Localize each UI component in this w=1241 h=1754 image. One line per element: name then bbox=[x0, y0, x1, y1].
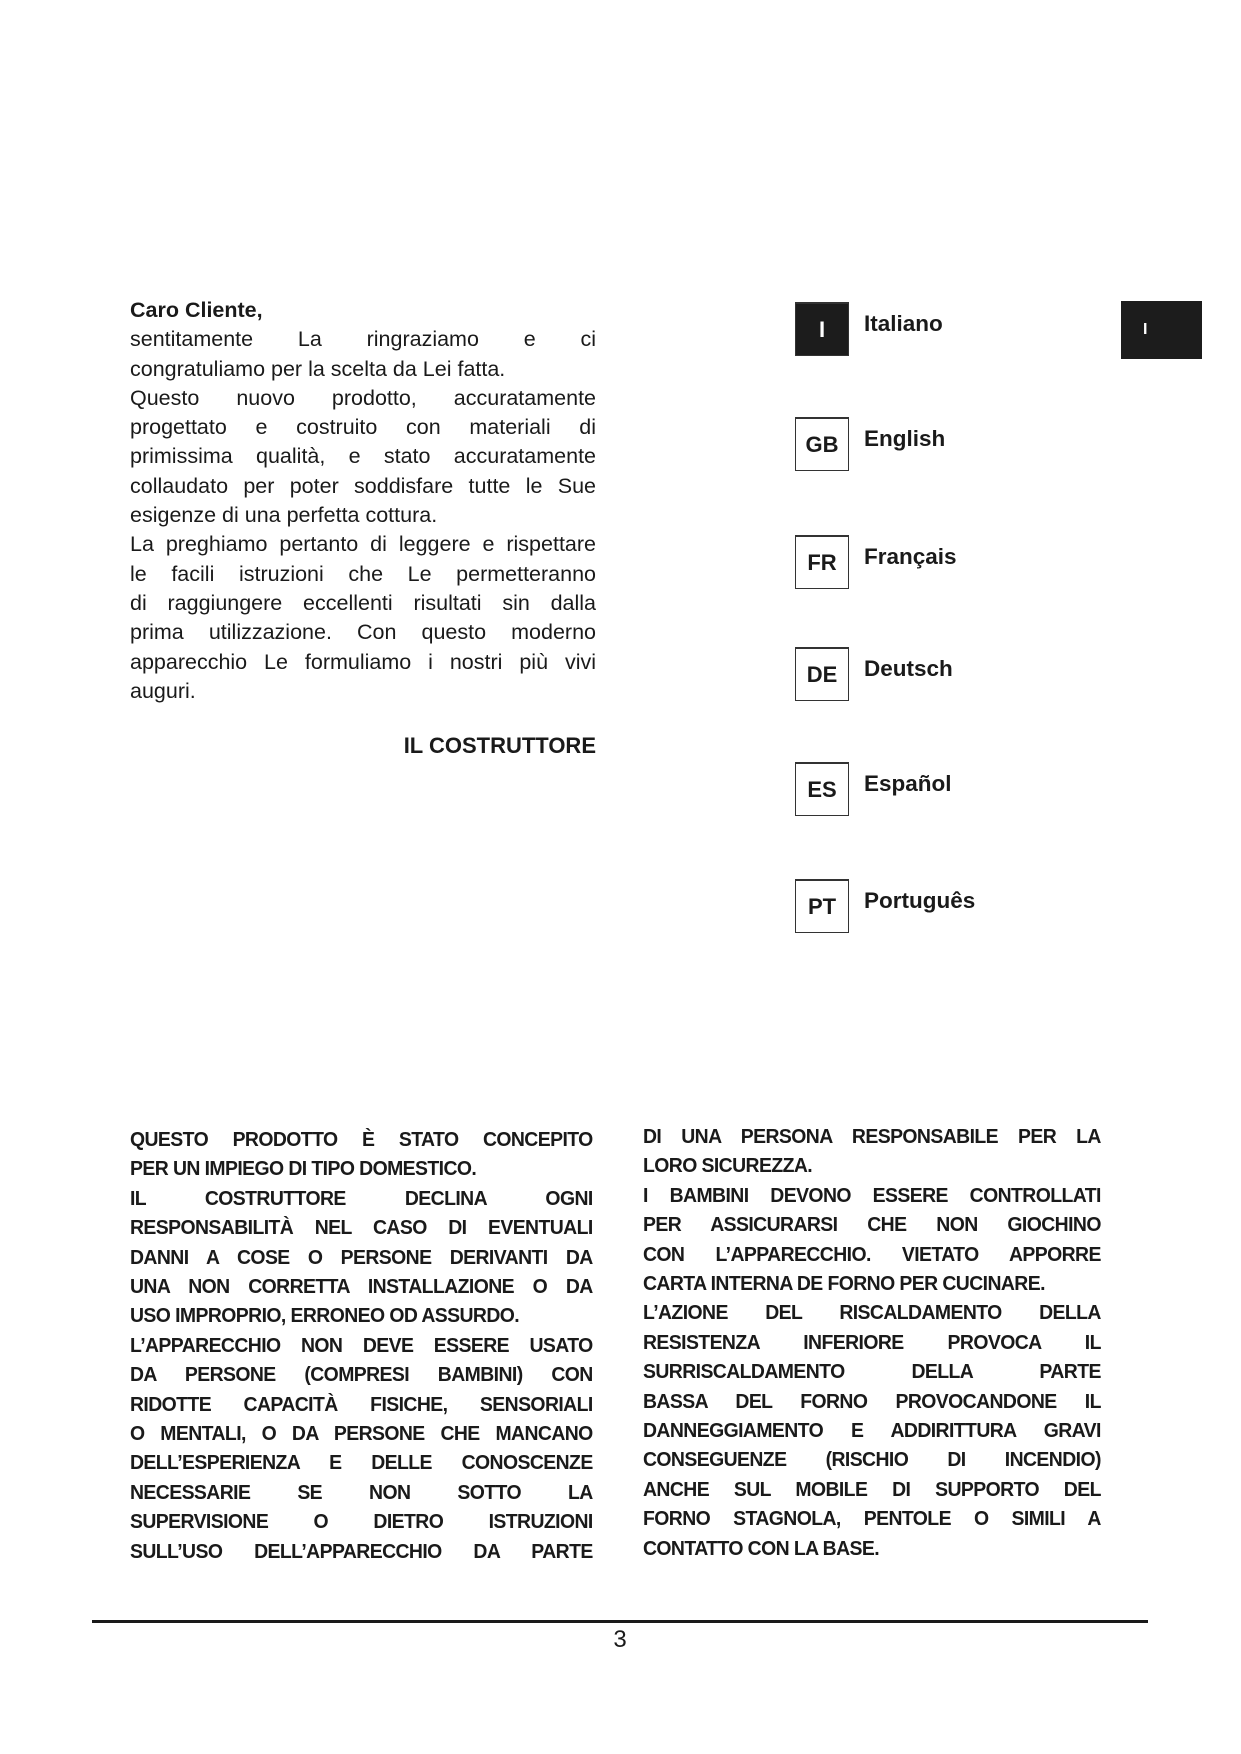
warning-col2-line: ANCHE SUL MOBILE DI SUPPORTO DEL bbox=[643, 1478, 1101, 1501]
language-entry-gb bbox=[795, 416, 945, 472]
greeting-line: congratuliamo per la scelta da Lei fatta. bbox=[130, 356, 506, 381]
greeting-line: primissima qualità, e stato accuratamente bbox=[130, 444, 596, 469]
warning-col1-line: RESPONSABILITÀ NEL CASO DI EVENTUALI bbox=[130, 1217, 593, 1240]
greeting-letter bbox=[130, 296, 596, 706]
warning-col1-line: NECESSARIE SE NON SOTTO LA bbox=[130, 1481, 593, 1504]
language-code-box: PT bbox=[795, 879, 849, 933]
warning-col2-line: CARTA INTERNA DE FORNO PER CUCINARE. bbox=[643, 1273, 1045, 1296]
language-code-box: GB bbox=[795, 417, 849, 471]
language-entry-fr bbox=[795, 534, 957, 590]
warning-col1-line: QUESTO PRODOTTO È STATO CONCEPITO bbox=[130, 1129, 593, 1151]
language-name: Português bbox=[864, 888, 976, 913]
greeting-line: auguri. bbox=[130, 678, 196, 703]
language-entry-i bbox=[795, 301, 943, 357]
greeting-line: di raggiungere eccellenti risultati sin dalla bbox=[130, 590, 596, 615]
language-code-box: DE bbox=[795, 647, 849, 701]
greeting-line: Questo nuovo prodotto, accuratamente bbox=[130, 385, 596, 410]
warning-col2-line: L’AZIONE DEL RISCALDAMENTO DELLA bbox=[643, 1302, 1101, 1325]
warning-col2-line: I BAMBINI DEVONO ESSERE CONTROLLATI bbox=[643, 1184, 1101, 1207]
greeting-line: apparecchio Le formuliamo i nostri più vivi bbox=[130, 649, 596, 674]
language-name: English bbox=[864, 426, 946, 451]
language-entry-es bbox=[795, 761, 952, 817]
warning-column-2 bbox=[643, 1123, 1101, 1564]
warning-col2-line: LORO SICUREZZA. bbox=[643, 1155, 813, 1178]
footer-rule bbox=[92, 1620, 1148, 1623]
language-entry-de bbox=[795, 646, 953, 702]
language-name: Deutsch bbox=[864, 656, 953, 681]
warning-col2-line: CONTATTO CON LA BASE. bbox=[643, 1537, 880, 1560]
greeting-line: prima utilizzazione. Con questo moderno bbox=[130, 620, 596, 645]
warning-col1-line: DANNI A COSE O PERSONE DERIVANTI DA bbox=[130, 1246, 593, 1269]
greeting-line: collaudato per poter soddisfare tutte le Sue bbox=[130, 473, 596, 498]
greeting-line: progettato e costruito con materiali di bbox=[130, 415, 596, 440]
language-entry-pt bbox=[795, 878, 975, 934]
language-code-box: ES bbox=[795, 762, 849, 816]
greeting-line: La preghiamo pertanto di leggere e rispettare bbox=[130, 532, 596, 557]
warning-col2-line: BASSA DEL FORNO PROVOCANDONE IL bbox=[643, 1390, 1101, 1413]
section-tab: I bbox=[1121, 301, 1202, 359]
warning-col1-line: DA PERSONE (COMPRESI BAMBINI) CON bbox=[130, 1364, 593, 1387]
language-name: Français bbox=[864, 544, 957, 569]
signature: IL COSTRUTTORE bbox=[403, 733, 596, 758]
warning-col1-line: SULL’USO DELL’APPARECCHIO DA PARTE bbox=[130, 1540, 593, 1563]
language-code-box: FR bbox=[795, 535, 849, 589]
language-name: Español bbox=[864, 771, 952, 796]
warning-column-1 bbox=[130, 1126, 593, 1567]
greeting-line: sentitamente La ringraziamo e ci bbox=[130, 327, 596, 352]
warning-col1-line: SUPERVISIONE O DIETRO ISTRUZIONI bbox=[130, 1511, 593, 1534]
warning-col1-line: L’APPARECCHIO NON DEVE ESSERE USATO bbox=[130, 1334, 593, 1357]
warning-col1-line: UNA NON CORRETTA INSTALLAZIONE O DA bbox=[130, 1276, 593, 1299]
warning-col2-line: DANNEGGIAMENTO E ADDIRITTURA GRAVI bbox=[643, 1420, 1101, 1443]
warning-col2-line: CON L’APPARECCHIO. VIETATO APPORRE bbox=[643, 1243, 1101, 1266]
greeting-line: esigenze di una perfetta cottura. bbox=[130, 503, 438, 528]
greeting-heading: Caro Cliente, bbox=[130, 298, 263, 322]
warning-col2-line: PER ASSICURARSI CHE NON GIOCHINO bbox=[643, 1214, 1101, 1237]
warning-col1-line: USO IMPROPRIO, ERRONEO OD ASSURDO. bbox=[130, 1305, 520, 1328]
warning-col1-line: DELL’ESPERIENZA E DELLE CONOSCENZE bbox=[130, 1452, 593, 1475]
warning-col2-line: RESISTENZA INFERIORE PROVOCA IL bbox=[643, 1331, 1101, 1354]
language-code-box: I bbox=[795, 302, 849, 356]
language-name: Italiano bbox=[864, 311, 943, 336]
warning-col1-line: O MENTALI, O DA PERSONE CHE MANCANO bbox=[130, 1423, 593, 1446]
warning-col2-line: SURRISCALDAMENTO DELLA PARTE bbox=[643, 1361, 1101, 1384]
warning-col1-line: IL COSTRUTTORE DECLINA OGNI bbox=[130, 1187, 593, 1210]
warning-col2-line: DI UNA PERSONA RESPONSABILE PER LA bbox=[643, 1126, 1101, 1148]
page-number: 3 bbox=[613, 1626, 627, 1653]
greeting-line: le facili istruzioni che Le permetteranno bbox=[130, 561, 596, 586]
warning-col2-line: FORNO STAGNOLA, PENTOLE O SIMILI A bbox=[643, 1508, 1101, 1531]
warning-col1-line: PER UN IMPIEGO DI TIPO DOMESTICO. bbox=[130, 1158, 477, 1181]
warning-col2-line: CONSEGUENZE (RISCHIO DI INCENDIO) bbox=[643, 1449, 1101, 1472]
warning-col1-line: RIDOTTE CAPACITÀ FISICHE, SENSORIALI bbox=[130, 1393, 593, 1416]
